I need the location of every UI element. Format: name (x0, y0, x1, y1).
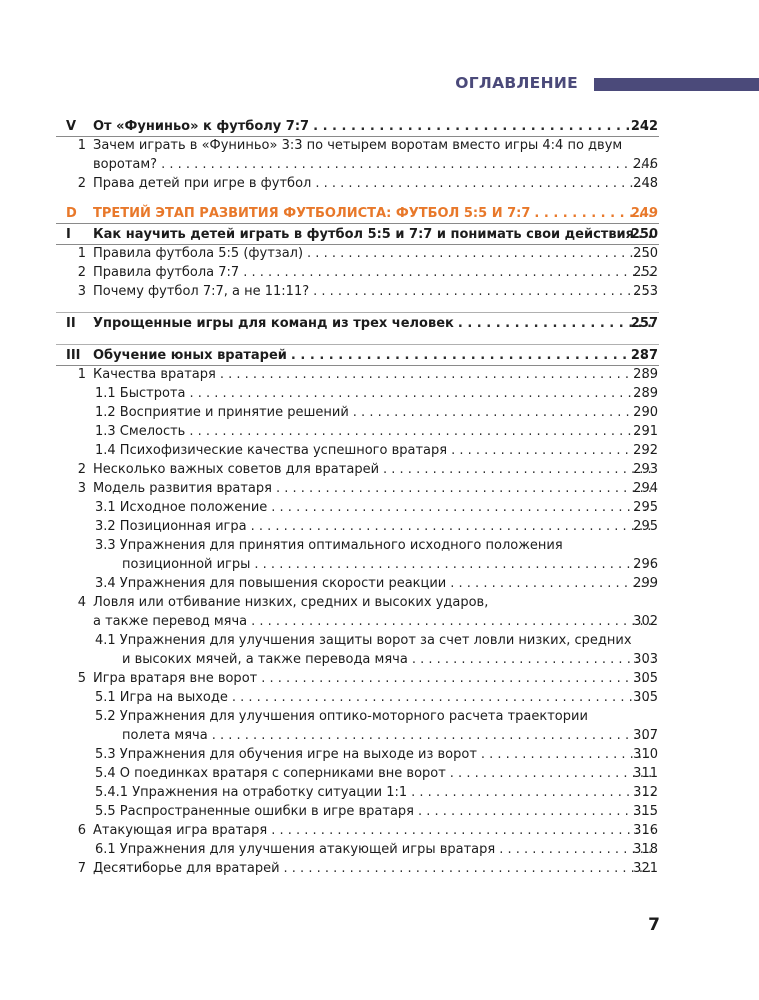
toc-title: воротам? (93, 157, 158, 172)
toc-page: 310 (633, 747, 658, 762)
toc-row-sub[interactable] (0, 422, 759, 441)
table-of-contents (0, 117, 759, 878)
toc-title: От «Фуниньо» к футболу 7:7 (93, 119, 310, 134)
toc-page: 299 (633, 576, 658, 591)
toc-number: 2 (77, 462, 86, 477)
toc-page: 292 (633, 443, 658, 458)
toc-row[interactable] (0, 282, 759, 301)
toc-row-continuation[interactable] (0, 650, 759, 669)
toc-page: 305 (633, 690, 658, 705)
toc-page: 305 (633, 671, 658, 686)
toc-row-continuation[interactable] (0, 612, 759, 631)
toc-title: Как научить детей играть в футбол 5:5 и 7:7 и понимать свои действия (93, 227, 634, 242)
toc-row-section[interactable] (0, 346, 759, 365)
toc-title: 5.1 Игра на выходе (95, 690, 228, 705)
toc-row-sub[interactable] (0, 707, 759, 726)
toc-row[interactable] (0, 244, 759, 263)
toc-number: 7 (77, 861, 86, 876)
toc-title: ТРЕТИЙ ЭТАП РАЗВИТИЯ ФУТБОЛИСТА: ФУТБОЛ 5:5 И 7:7 (93, 206, 531, 221)
toc-title: 3.3 Упражнения для принятия оптимального исходного положения (95, 538, 563, 553)
toc-number: 2 (77, 176, 86, 191)
toc-page: 290 (633, 405, 658, 420)
toc-row[interactable] (0, 479, 759, 498)
toc-number: 1 (77, 138, 86, 153)
toc-number: 3 (77, 284, 86, 299)
toc-title: Десятиборье для вратарей (93, 861, 280, 876)
toc-number: D (66, 206, 77, 221)
toc-number: 4 (77, 595, 86, 610)
toc-row-sub[interactable] (0, 403, 759, 422)
toc-row-part[interactable] (0, 204, 759, 223)
toc-row-sub[interactable] (0, 574, 759, 593)
toc-title: 1.2 Восприятие и принятие решений (95, 405, 349, 420)
toc-title: 6.1 Упражнения для улучшения атакующей игры вратаря (95, 842, 496, 857)
toc-title: 5.5 Распространенные ошибки в игре вратаря (95, 804, 414, 819)
toc-title: Несколько важных советов для вратарей (93, 462, 380, 477)
toc-row-sub[interactable] (0, 688, 759, 707)
toc-number: 1 (77, 246, 86, 261)
toc-title: а также перевод мяча (93, 614, 248, 629)
toc-page: 303 (633, 652, 658, 667)
toc-page: 246 (633, 157, 658, 172)
toc-row-continuation[interactable] (0, 555, 759, 574)
toc-title: Упрощенные игры для команд из трех человек (93, 316, 454, 331)
toc-title: Правила футбола 7:7 (93, 265, 240, 280)
toc-page: 318 (633, 842, 658, 857)
toc-page: 249 (630, 206, 658, 221)
toc-row[interactable] (0, 174, 759, 193)
toc-page: 295 (633, 519, 658, 534)
toc-page: 321 (633, 861, 658, 876)
toc-page: 311 (633, 766, 658, 781)
toc-row-sub[interactable] (0, 498, 759, 517)
toc-row-section[interactable] (0, 314, 759, 333)
toc-page: 294 (633, 481, 658, 496)
toc-title: 1.1 Быстрота (95, 386, 186, 401)
toc-title: 5.4 О поединках вратаря с соперниками вне ворот (95, 766, 446, 781)
toc-title: 1.3 Смелость (95, 424, 186, 439)
toc-title: 1.4 Психофизические качества успешного вратаря (95, 443, 448, 458)
toc-row[interactable] (0, 669, 759, 688)
toc-number: II (66, 316, 76, 331)
toc-title: 5.2 Упражнения для улучшения оптико-моторного расчета траектории (95, 709, 588, 724)
toc-title: полета мяча (122, 728, 208, 743)
toc-page: 316 (633, 823, 658, 838)
toc-page: 315 (633, 804, 658, 819)
toc-title: 3.4 Упражнения для повышения скорости реакции (95, 576, 447, 591)
toc-row[interactable] (0, 365, 759, 384)
toc-number: I (66, 227, 71, 242)
toc-row-sub[interactable] (0, 384, 759, 403)
toc-number: 6 (77, 823, 86, 838)
toc-row-sub[interactable] (0, 840, 759, 859)
toc-row-sub[interactable] (0, 764, 759, 783)
toc-number: 1 (77, 367, 86, 382)
toc-row[interactable] (0, 136, 759, 155)
toc-page: 287 (630, 348, 658, 363)
toc-title: 4.1 Упражнения для улучшения защиты ворот за счет ловли низких, средних (95, 633, 632, 648)
toc-page: 295 (633, 500, 658, 515)
toc-page: 250 (633, 246, 658, 261)
toc-row[interactable] (0, 821, 759, 840)
toc-row[interactable] (0, 859, 759, 878)
toc-page: 248 (633, 176, 658, 191)
toc-row-sub[interactable] (0, 536, 759, 555)
toc-page: 312 (633, 785, 658, 800)
toc-title: и высоких мячей, а также перевода мяча (122, 652, 408, 667)
toc-row-sub[interactable] (0, 441, 759, 460)
toc-row-section[interactable] (0, 225, 759, 244)
toc-row-sub[interactable] (0, 631, 759, 650)
toc-page: 296 (633, 557, 658, 572)
toc-number: 3 (77, 481, 86, 496)
toc-page: 252 (633, 265, 658, 280)
toc-title: 3.1 Исходное положение (95, 500, 268, 515)
toc-row[interactable] (0, 460, 759, 479)
toc-number: 2 (77, 265, 86, 280)
toc-page: 242 (630, 119, 658, 134)
toc-title: Качества вратаря (93, 367, 216, 382)
page-number: 7 (648, 915, 660, 935)
toc-row[interactable] (0, 263, 759, 282)
toc-title: Игра вратаря вне ворот (93, 671, 258, 686)
toc-title: Атакующая игра вратаря (93, 823, 268, 838)
toc-title: 3.2 Позиционная игра (95, 519, 247, 534)
header-title: ОГЛАВЛЕНИЕ (455, 74, 578, 92)
header-accent-bar (594, 78, 759, 91)
toc-title: Права детей при игре в футбол (93, 176, 312, 191)
toc-row-sub[interactable] (0, 802, 759, 821)
toc-row-section[interactable] (0, 117, 759, 136)
toc-title: Обучение юных вратарей (93, 348, 287, 363)
toc-title: 5.3 Упражнения для обучения игре на выходе из ворот (95, 747, 477, 762)
toc-number: 5 (77, 671, 86, 686)
toc-title: Правила футбола 5:5 (футзал) (93, 246, 304, 261)
toc-row-continuation[interactable] (0, 155, 759, 174)
toc-number: V (66, 119, 77, 134)
toc-title: Почему футбол 7:7, а не 11:11? (93, 284, 310, 299)
toc-title: Ловля или отбивание низких, средних и высоких ударов, (93, 595, 489, 610)
toc-title: позиционной игры (122, 557, 251, 572)
toc-page: 289 (633, 367, 658, 382)
toc-number: III (66, 348, 81, 363)
toc-row-continuation[interactable] (0, 726, 759, 745)
toc-row-sub[interactable] (0, 517, 759, 536)
toc-row-sub[interactable] (0, 745, 759, 764)
toc-page: 250 (630, 227, 658, 242)
toc-page: 307 (633, 728, 658, 743)
toc-row-sub[interactable] (0, 783, 759, 802)
toc-title: 5.4.1 Упражнения на отработку ситуации 1:1 (95, 785, 408, 800)
toc-row[interactable] (0, 593, 759, 612)
toc-page: 291 (633, 424, 658, 439)
toc-page: 257 (630, 316, 658, 331)
toc-title: Зачем играть в «Фуниньо» 3:3 по четырем воротам вместо игры 4:4 по двум (93, 138, 623, 153)
toc-page: 302 (633, 614, 658, 629)
toc-page: 293 (633, 462, 658, 477)
toc-title: Модель развития вратаря (93, 481, 272, 496)
toc-page: 253 (633, 284, 658, 299)
toc-page: 289 (633, 386, 658, 401)
